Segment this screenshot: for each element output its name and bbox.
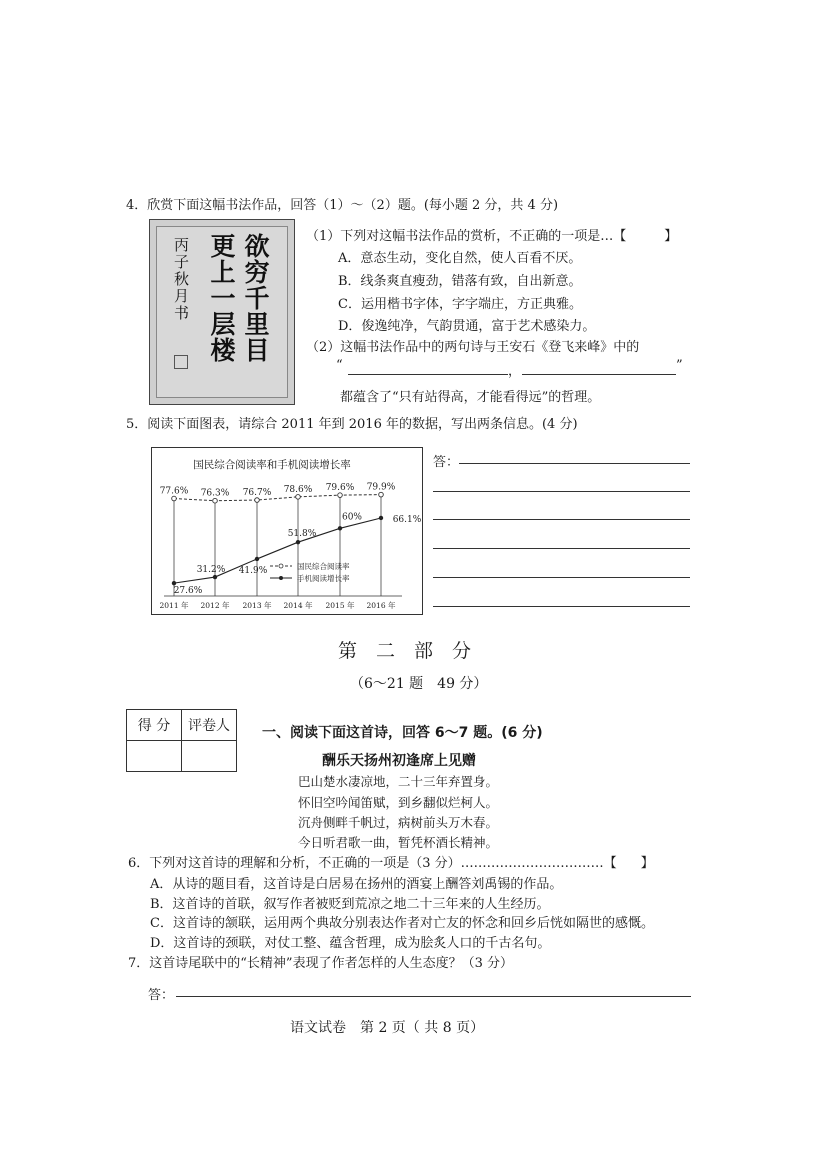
poem-line: 今日听君歌一曲，暂凭杯酒长精神。	[298, 835, 499, 850]
chart-title: 国民综合阅读率和手机阅读增长率	[193, 459, 351, 471]
grader-header: 评卷人	[182, 710, 237, 741]
q4-sub1-stem: （1）下列对这幅书法作品的赏析，不正确的一项是…【 】	[306, 229, 678, 244]
point-mobile-growth	[296, 540, 300, 544]
calligraphy-col-1: 欲穷千里目	[241, 233, 270, 363]
x-tick-label: 2013 年	[242, 601, 272, 610]
section-heading: 一、阅读下面这首诗，回答 6～7 题。(6 分)	[262, 725, 543, 741]
legend-label-reading-rate: 国民综合阅读率	[297, 562, 350, 571]
point-mobile-growth	[338, 526, 342, 530]
q6-option-b: B．这首诗的首联，叙写作者被贬到荒凉之地二十三年来的人生经历。	[150, 897, 550, 912]
reading-rate-chart	[151, 447, 423, 615]
q5-answer-line-2[interactable]	[433, 491, 690, 492]
quote-close: ”	[676, 358, 683, 373]
label-mobile-growth: 51.8%	[287, 529, 317, 540]
x-tick-label: 2012 年	[200, 601, 230, 610]
label-mobile-growth: 66.1%	[392, 514, 422, 525]
score-table	[126, 709, 237, 772]
legend-marker-mobile-growth	[279, 576, 283, 580]
label-reading-rate: 76.3%	[200, 488, 230, 499]
q4-option-d: D．俊逸纯净，气韵贯通，富于艺术感染力。	[338, 319, 596, 334]
label-reading-rate: 77.6%	[159, 486, 189, 497]
point-reading-rate	[213, 498, 218, 503]
poem-line: 沉舟侧畔千帆过，病树前头万木春。	[298, 815, 499, 830]
x-tick-label: 2014 年	[283, 601, 313, 610]
point-mobile-growth	[255, 557, 259, 561]
point-mobile-growth	[172, 581, 176, 585]
x-tick-label: 2011 年	[159, 601, 189, 610]
q6-option-c: C．这首诗的颔联，运用两个典故分别表达作者对亡友的怀念和回乡后恍如隔世的感慨。	[150, 916, 654, 931]
point-mobile-growth	[213, 575, 217, 579]
label-mobile-growth: 27.6%	[173, 586, 203, 597]
poem-line: 巴山楚水凄凉地，二十三年弃置身。	[298, 774, 499, 789]
point-reading-rate	[338, 493, 343, 498]
page-footer: 语文试卷 第 2 页（ 共 8 页）	[290, 1020, 485, 1036]
q5-answer-line-6[interactable]	[433, 606, 690, 607]
seal-stamp	[174, 355, 188, 369]
part-title: 第 二 部 分	[338, 640, 472, 662]
label-mobile-growth: 60%	[341, 512, 363, 523]
q4-option-a: A．意态生动，变化自然，使人百看不厌。	[338, 251, 582, 266]
point-mobile-growth	[379, 516, 383, 520]
part-subtitle: （6～21 题 49 分）	[350, 676, 488, 692]
q7-answer-label: 答：	[148, 988, 175, 1003]
blank-line-1[interactable]	[348, 374, 508, 375]
legend-marker-reading-rate	[279, 564, 283, 568]
calligraphy-col-2: 更上一层楼	[207, 233, 236, 363]
q5-answer-label: 答：	[433, 455, 460, 470]
q4-option-b: B．线条爽直瘦劲，错落有致，自出新意。	[338, 274, 582, 289]
poem-title: 酬乐天扬州初逢席上见赠	[322, 753, 476, 769]
blank-line-2[interactable]	[522, 374, 676, 375]
label-reading-rate: 76.7%	[242, 488, 272, 499]
q6-stem: 6．下列对这首诗的理解和分析，不正确的一项是（3 分）……………………………【 】	[128, 856, 654, 871]
label-reading-rate: 79.9%	[366, 482, 396, 493]
point-reading-rate	[296, 495, 301, 500]
q5-answer-line-5[interactable]	[433, 577, 690, 578]
point-reading-rate	[255, 498, 260, 503]
calligraphy-inscription: 丙子秋月书	[172, 237, 190, 322]
q5-stem: 5．阅读下面图表，请综合 2011 年到 2016 年的数据，写出两条信息。(4 分)	[126, 417, 578, 432]
score-cell[interactable]	[127, 741, 182, 772]
q5-answer-line-4[interactable]	[433, 548, 690, 549]
point-reading-rate	[172, 496, 177, 501]
quote-open: “	[336, 358, 343, 373]
q5-answer-line-3[interactable]	[433, 519, 690, 520]
x-tick-label: 2015 年	[325, 601, 355, 610]
quote-comma: ，	[508, 364, 522, 379]
point-reading-rate	[379, 492, 384, 497]
q4-sub2-stem: （2）这幅书法作品中的两句诗与王安石《登飞来峰》中的	[306, 340, 640, 355]
grader-cell[interactable]	[182, 741, 237, 772]
poem-line: 怀旧空吟闻笛赋，到乡翻似烂柯人。	[298, 795, 499, 810]
q4-stem: 4．欣赏下面这幅书法作品，回答（1）～（2）题。(每小题 2 分，共 4 分)	[126, 198, 559, 213]
label-mobile-growth: 41.9%	[238, 565, 268, 576]
q6-option-a: A．从诗的题目看，这首诗是白居易在扬州的酒宴上酬答刘禹锡的作品。	[150, 877, 563, 892]
q7-answer-line[interactable]	[176, 996, 691, 997]
legend-label-mobile-growth: 手机阅读增长率	[297, 574, 350, 583]
x-tick-label: 2016 年	[366, 601, 396, 610]
q5-answer-line-1[interactable]	[459, 463, 690, 464]
label-mobile-growth: 31.2%	[196, 565, 226, 576]
calligraphy-image	[149, 219, 295, 405]
q7-stem: 7．这首诗尾联中的“长精神”表现了作者怎样的人生态度？（3 分）	[128, 956, 513, 971]
q6-option-d: D．这首诗的颈联，对仗工整、蕴含哲理，成为脍炙人口的千古名句。	[150, 936, 551, 951]
label-reading-rate: 79.6%	[325, 483, 355, 494]
label-reading-rate: 78.6%	[283, 484, 313, 495]
chart-svg	[152, 448, 422, 614]
score-header: 得 分	[127, 710, 182, 741]
q4-sub2-tail: 都蕴含了“只有站得高，才能看得远”的哲理。	[340, 390, 601, 405]
q4-option-c: C．运用楷书字体，字字端庄，方正典雅。	[338, 297, 582, 312]
